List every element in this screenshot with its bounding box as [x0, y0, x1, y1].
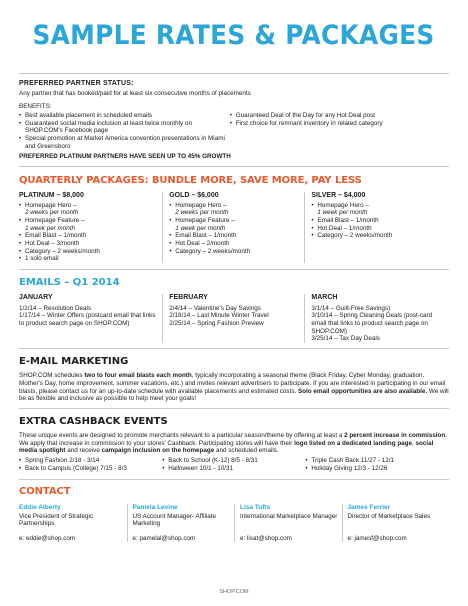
email-item: 2/25/14 – Spring Fashion Preview [169, 320, 264, 328]
benefits-left-column [19, 112, 230, 150]
email-marketing-heading: E-MAIL MARKETING [19, 356, 129, 368]
platinum-growth-note: PREFERRED PLATINUM PARTNERS HAVE SEEN UP TO 45% GROWTH [19, 153, 231, 161]
quarterly-heading: QUARTERLY PACKAGES: BUNDLE MORE, SAVE MORE, PAY LESS [19, 174, 362, 186]
contact-heading: CONTACT [19, 485, 71, 497]
emails-grid [19, 289, 449, 348]
cashback-text: These unique events are designed to promote merchants relevant to a particular season/theme by offering at least a 2 percent increase in commission. We apply that increase in commission to your stores' Cashback. Participating stores will have their logo listed on a dedicated landing page, social media spotlight and receive campaign inclusion on the homepage and scheduled emails. [19, 432, 447, 455]
package-line: 2 weeks per month [25, 209, 79, 217]
contact-email[interactable]: e: pamelal@shop.com [132, 534, 196, 542]
cashback-section [19, 409, 449, 480]
email-item: 1/2/14 – Resolution Deals [19, 304, 92, 312]
benefit-item: • Guaranteed social media inclusion at least twice monthly on SHOP.COM's Facebook page [19, 120, 230, 135]
event-item: • Back to School (K-12) 8/5 - 8/31 [162, 457, 305, 465]
events-column [19, 457, 162, 472]
package-line: • Hot Deal – 3/month [19, 240, 158, 248]
package-name: SILVER – $4,000 [311, 192, 366, 200]
cashback-events [19, 456, 449, 478]
benefit-item: • First choice for remnant inventory in related category [230, 120, 445, 128]
month-name: FEBRUARY [169, 294, 208, 302]
email-marketing-section [19, 349, 449, 409]
footer-logo: SHOP.COM [219, 589, 249, 596]
email-item: 2/18/14 – Last Minute Winter Travel [169, 312, 269, 320]
package-line: 1 week per month [317, 209, 368, 217]
package-line: • Category – 2 weeks/month [311, 232, 444, 240]
benefit-item: • Special promotion at Market America convention presentations in Miami and Greensboro [19, 135, 230, 150]
package-line: • Homepage Hero – [169, 202, 300, 210]
contact-email[interactable]: e: lisat@shop.com [240, 534, 292, 542]
contact-card [234, 504, 342, 543]
email-item: 1/17/14 – Winter Offers (postcard email that links to product search page on SHOP.COM) [19, 312, 156, 328]
package-platinum [19, 192, 162, 263]
contact-name: Lisa Tufts [240, 503, 271, 511]
month-february [162, 294, 305, 343]
month-name: MARCH [311, 294, 338, 302]
package-line: 1 week per month [25, 224, 76, 232]
benefit-item: • Best available placement in scheduled emails [19, 112, 230, 120]
contact-role: Vice President of Strategic Partnerships [19, 512, 94, 528]
package-line: • Homepage Hero – [311, 202, 444, 210]
contact-role: International Marketplace Manager [240, 512, 338, 520]
contact-card [19, 504, 127, 543]
partner-heading: PREFERRED PARTNER STATUS: [19, 80, 134, 87]
packages-grid [19, 187, 449, 269]
package-line: • Category – 2 weeks/month [19, 248, 158, 256]
contact-name: James Ferrier [347, 503, 391, 511]
contact-card [342, 504, 450, 543]
package-line: • Category – 2 weeks/month [169, 248, 300, 256]
contact-email[interactable]: e: eddie@shop.com [19, 534, 76, 542]
package-line: 1 week per month [175, 224, 226, 232]
package-line: 2 weeks per month [175, 209, 229, 217]
package-line: • Homepage Hero – [19, 202, 158, 210]
email-marketing-text: SHOP.COM schedules two to four email blasts each month, typically incorporating a seasonal theme (Black Friday, Cyber Monday, graduation, Mother's Day, home improvement, summer vacations, etc.) and invites relevant advertisers to participate. If you are interested in participating in our email blasts, please contact us for an up-to-date schedule with available placements and estimated costs. Solo email opportunities are also available. We will be as flexible and inclusive as possible to help meet your goals! [19, 372, 449, 403]
package-line: • Email Blast – 1/month [311, 217, 444, 225]
package-line: • Email Blast – 1/month [19, 232, 158, 240]
month-march [305, 294, 448, 343]
package-line: • Hot Deal – 2/month [169, 240, 300, 248]
title-bar [19, 0, 449, 74]
contact-grid [19, 498, 449, 543]
email-item: 3/1/14 – Guilt-Free Savings) [311, 304, 391, 312]
email-item: 2/4/14 – Valentine's Day Savings [169, 304, 261, 312]
contact-role: US Account Manager- Affiliate Marketing [132, 512, 217, 528]
page-title: SAMPLE RATES & PACKAGES [32, 20, 436, 52]
cashback-heading: EXTRA CASHBACK EVENTS [19, 415, 168, 427]
events-column [162, 457, 305, 472]
package-name: PLATINUM – $8,000 [19, 192, 84, 200]
contact-role: Director of Marketplace Sales [347, 512, 431, 520]
contact-card [127, 504, 235, 543]
package-line: • Homepage Feature – [169, 217, 300, 225]
package-gold [162, 192, 305, 263]
package-line: • Hot Deal – 1/month [311, 225, 444, 233]
month-name: JANUARY [19, 294, 53, 302]
email-item: 3/25/14 – Tax Day Deals [311, 335, 380, 343]
benefits-list [19, 112, 449, 150]
package-line: • 1 solo email [19, 255, 158, 263]
events-column [305, 457, 448, 472]
event-item: • Triple Cash Back 11/27 - 12/1 [305, 457, 448, 465]
partner-section [19, 74, 449, 167]
event-item: • Holiday Giving 12/3 - 12/26 [305, 465, 448, 473]
emails-section [19, 270, 449, 349]
contact-section [19, 480, 449, 543]
benefit-item: • Guaranteed Deal of the Day for any Hot Deal post [230, 112, 445, 120]
month-january [19, 294, 162, 343]
event-item: • Halloween 10/1 - 10/31 [162, 465, 305, 473]
benefits-right-column [230, 112, 445, 150]
contact-name: Eddie Alberty [19, 503, 61, 511]
contact-email[interactable]: e: jamesf@shop.com [347, 534, 407, 542]
package-line: • Email Blast – 1/month [169, 232, 300, 240]
event-item: • Spring Fashion 2/18 - 3/14 [19, 457, 162, 465]
contact-name: Pamela Levine [132, 503, 178, 511]
package-line: • Homepage Feature – [19, 217, 158, 225]
emails-heading: EMAILS – Q1 2014 [19, 277, 120, 288]
benefits-heading: BENEFITS: [19, 103, 52, 111]
quarterly-section [19, 167, 449, 270]
package-name: GOLD – $6,000 [169, 192, 219, 200]
package-silver [305, 192, 448, 263]
event-item: • Back to Campus (College) 7/15 - 8/3 [19, 465, 162, 473]
email-item: 3/10/14 – Spring Cleaning Deals (post-card email that links to product search page on SHOP.COM) [311, 312, 433, 335]
partner-subtitle: Any partner that has booked/paid for at least six consecutive months of placements [19, 89, 251, 97]
